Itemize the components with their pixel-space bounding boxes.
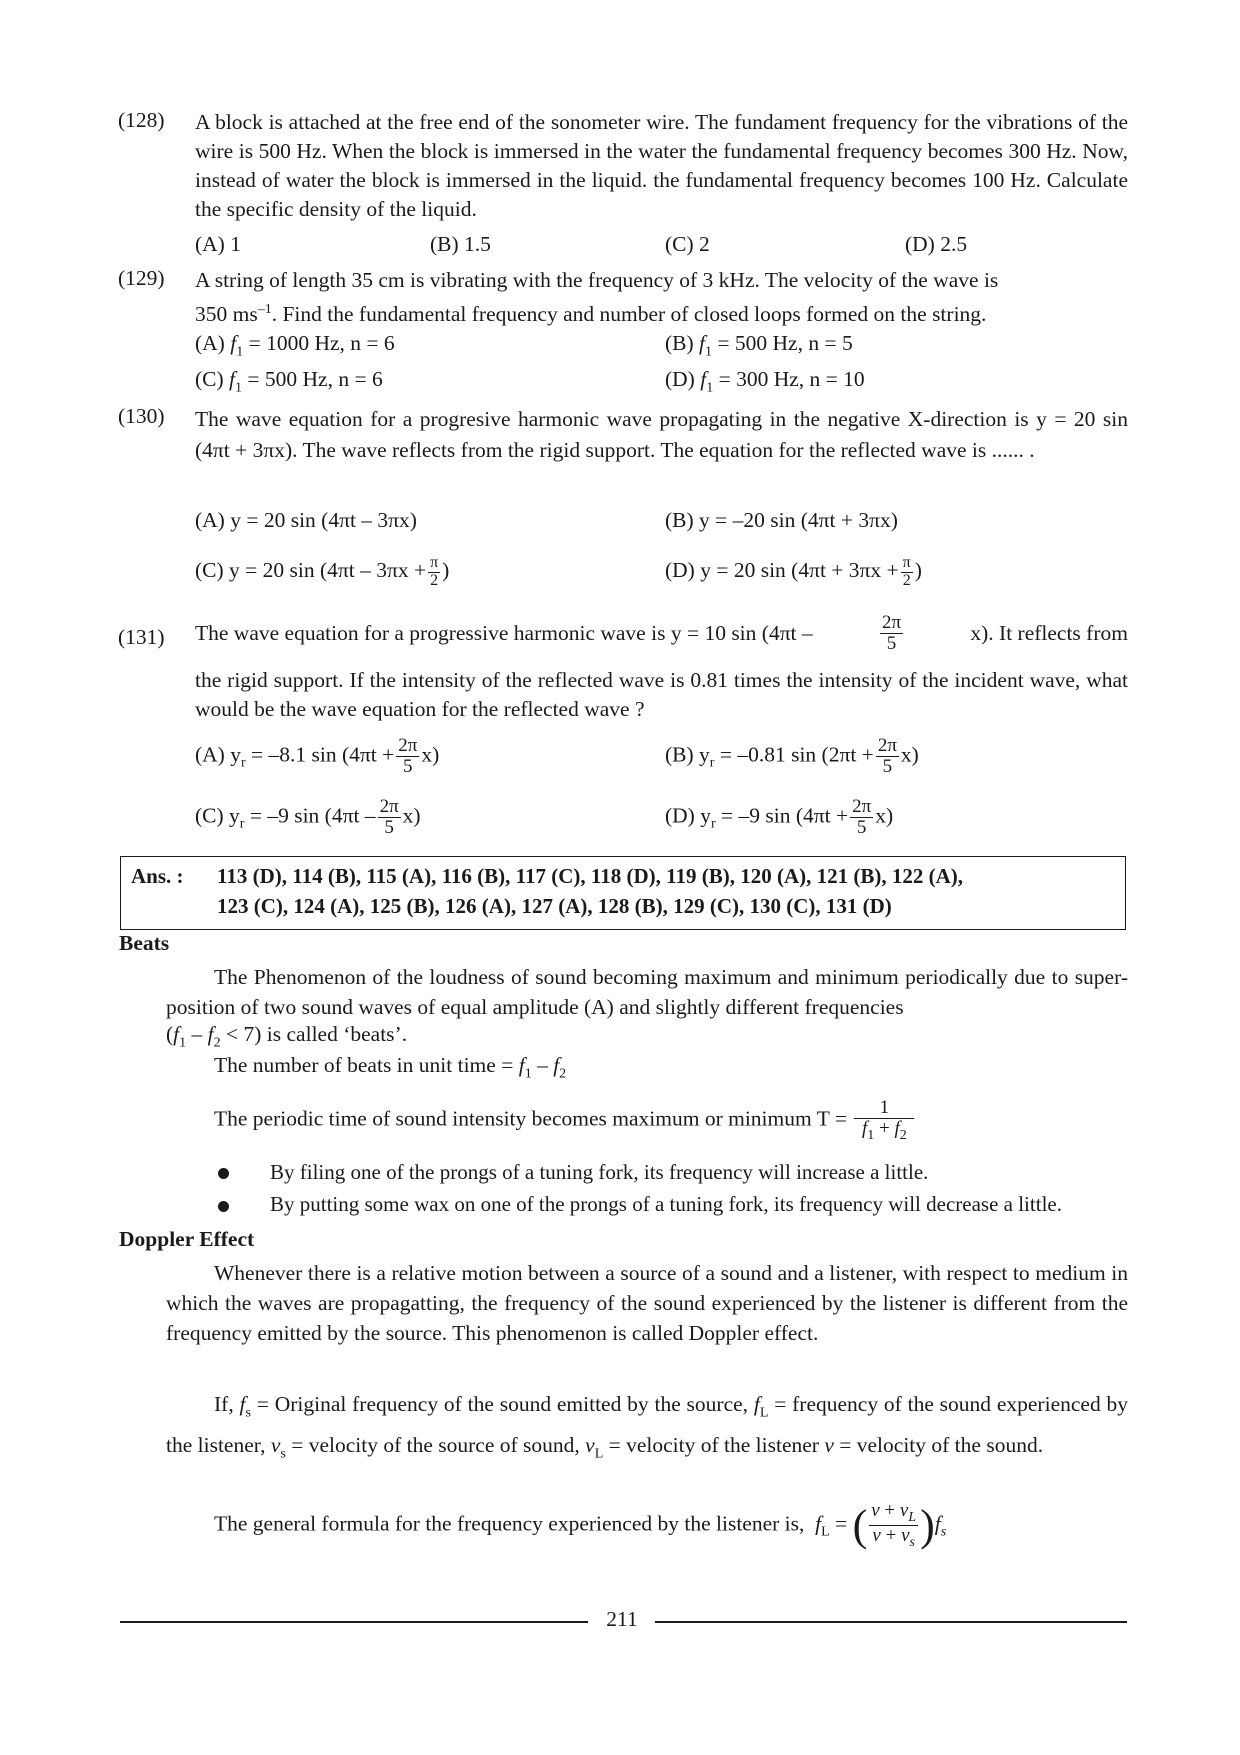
answer-line: 123 (C), 124 (A), 125 (B), 126 (A), 127 (A), 128 (B), 129 (C), 130 (C), 131 (D) — [217, 894, 892, 918]
footer-rule-right — [655, 1621, 1127, 1623]
option-b: (B) $f_1 = 500$ Hz, n = 5 — [665, 331, 853, 360]
doppler-general-formula: The general formula for the frequency experienced by the listener is, $f_L$ = ( $\frac{v + v_L}{v + v_s}$ )$f_s$ — [214, 1499, 947, 1550]
option-a: (A) 1 — [195, 232, 241, 256]
option-b: (B) 1.5 — [430, 232, 491, 256]
question-text: the rigid support. If the intensity of the reflected wave is 0.81 times the intensity of the incident wave, what would be the wave equation for the reflected wave ? — [195, 668, 1128, 721]
section-heading-beats: Beats — [119, 931, 170, 955]
answer-label: Ans. : — [131, 864, 184, 888]
fraction: $\frac{2\pi}{5}$ — [379, 796, 399, 838]
option-c: (C) $f_1 = 500$ Hz, n = 6 — [195, 367, 383, 396]
option-c: (C) y = 20 sin (4πt – 3πx + $\frac{\pi}{2}$ ) — [195, 554, 450, 589]
section-heading-doppler: Doppler Effect — [119, 1227, 255, 1251]
question-number: (128) — [118, 108, 165, 132]
answer-key-box — [120, 856, 1126, 930]
bullet-item: By filing one of the prongs of a tuning fork, its frequency will increase a little. — [270, 1160, 929, 1184]
option-d: (D) $y_r = -9$ sin (4πt + $\frac{2\pi}{5}$ x) — [665, 796, 894, 838]
question-number: (131) — [118, 625, 165, 649]
option-a: (A) $y_r = -8.1$ sin (4πt + $\frac{2\pi}{5}$ x) — [195, 735, 440, 777]
option-d: (D) y = 20 sin (4πt + 3πx + $\frac{\pi}{2}$ ) — [665, 554, 922, 589]
beats-paragraph: The Phenomenon of the loudness of sound becoming maximum and minimum periodically due to super-position of two sound waves of equal amplitude (A) and slightly different frequencies — [166, 965, 1128, 1019]
fraction: $\frac{2\pi}{5}$ — [398, 735, 418, 777]
fraction: $\frac{v + v_L}{v + v_s}$ — [871, 1499, 917, 1550]
fraction: $\frac{2\pi}{5}$ — [852, 796, 872, 838]
footer-rule-left — [120, 1621, 588, 1623]
question-text: A block is attached at the free end of the sonometer wire. The fundament frequency for the vibrations of the wire is 500 Hz. When the block is immersed in the water the fundamental frequency becomes 300 Hz. Now, instead of water the block is immersed in the liquid. the fundamental frequency becomes 100 Hz. Calculate the specific density of the liquid. — [195, 110, 1128, 221]
bullet-icon — [218, 1201, 229, 1212]
fraction: $\frac{\pi}{2}$ — [902, 554, 911, 589]
question-number: (129) — [118, 266, 165, 290]
question-text — [195, 266, 1128, 329]
bullet-icon — [218, 1168, 229, 1179]
beats-periodic-formula: The periodic time of sound intensity becomes maximum or minimum T = $\frac{1}{f_1 + f_2}$ — [214, 1098, 916, 1143]
option-c: (C) $y_r = -9$ sin (4πt – $\frac{2\pi}{5}$ x) — [195, 796, 421, 838]
answer-line: 113 (D), 114 (B), 115 (A), 116 (B), 117 (C), 118 (D), 119 (B), 120 (A), 121 (B), 122 (A), — [217, 864, 964, 888]
fraction: $\frac{2\pi}{5}$ — [877, 735, 897, 777]
fraction: $\frac{2\pi}{5}$ — [881, 612, 902, 654]
doppler-paragraph: Whenever there is a relative motion between a source of a sound and a listener, with respect to medium in which the waves are propagatting, the frequency of the sound experienced by the listener is different from the frequency emitted by the source. This phenomenon is called Doppler effect. — [166, 1261, 1128, 1345]
question-text-line: The wave equation for a progressive harmonic wave is y = 10 sin (4πt – $\frac{2\pi}{5}$ x). It reflects from — [195, 612, 1128, 654]
doppler-definitions: If, $f_s$ = Original frequency of the sound emitted by the source, $f_L$ = frequency of the sound experienced by the listener, $v_s$ = velocity of the source of sound, $v_L$ = velocity of the listener v = velocity of the sound. — [166, 1392, 1129, 1462]
fraction: $\frac{1}{f_1 + f_2}$ — [854, 1098, 914, 1143]
option-d: (D) $f_1 = 300$ Hz, n = 10 — [665, 367, 865, 396]
option-c: (C) 2 — [665, 232, 710, 256]
bullet-item: By putting some wax on one of the prongs of a tuning fork, its frequency will decrease a little. — [270, 1192, 1062, 1216]
option-a: (A) y = 20 sin (4πt – 3πx) — [195, 508, 417, 532]
beats-paragraph-end: $(f_1 - f_2 < 7)$ is called ‘beats’. — [166, 1022, 408, 1051]
page-number: 211 — [606, 1607, 638, 1631]
option-a: (A) $f_1 = 1000$ Hz, n = 6 — [195, 331, 395, 360]
beats-number-formula: The number of beats in unit time = $f_1 - f_2$ — [214, 1053, 567, 1082]
question-text-line: 350 $ms^{-1}$. Find the fundamental frequency and number of closed loops formed on the string. — [195, 302, 987, 327]
option-b: (B) y = –20 sin (4πt + 3πx) — [665, 508, 898, 532]
option-d: (D) 2.5 — [905, 232, 968, 256]
question-text-line: A string of length 35 cm is vibrating with the frequency of 3 kHz. The velocity of the wave is — [195, 268, 999, 292]
question-number: (130) — [118, 404, 165, 428]
option-b: (B) $y_r = -0.81$ sin (2πt + $\frac{2\pi}{5}$ x) — [665, 735, 919, 777]
fraction: $\frac{\pi}{2}$ — [430, 554, 439, 589]
question-text: The wave equation for a progresive harmonic wave propagating in the negative X-direction is y = 20 sin (4πt + 3πx). The wave reflects from the rigid support. The equation for the reflected wave is ...... . — [195, 407, 1128, 462]
